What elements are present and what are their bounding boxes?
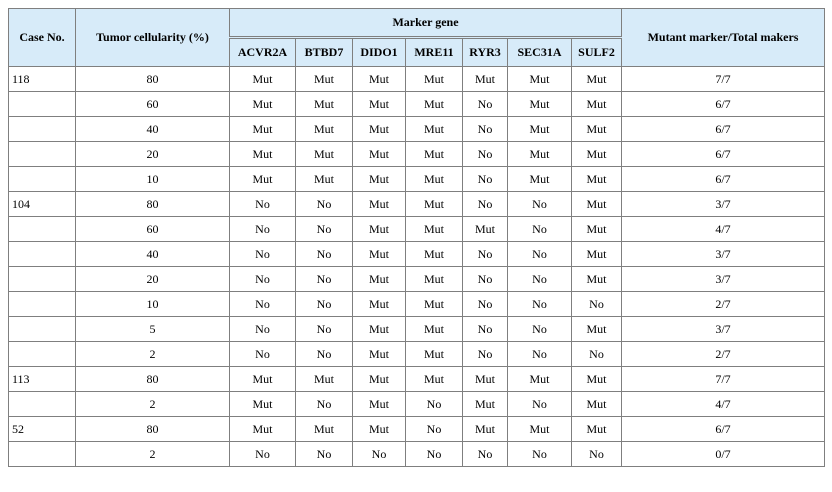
cell-marker-status: Mut	[463, 67, 508, 92]
cell-marker-status: No	[230, 442, 296, 467]
cell-case-no	[9, 292, 76, 317]
cell-tumor-cellularity: 40	[76, 242, 230, 267]
cell-tumor-cellularity: 80	[76, 192, 230, 217]
cell-marker-status: No	[508, 317, 572, 342]
cell-marker-status: Mut	[353, 267, 406, 292]
cell-marker-status: Mut	[230, 142, 296, 167]
cell-case-no	[9, 317, 76, 342]
cell-marker-status: Mut	[572, 417, 622, 442]
cell-marker-status: Mut	[572, 367, 622, 392]
cell-case-no: 118	[9, 67, 76, 92]
cell-marker-status: Mut	[508, 367, 572, 392]
cell-marker-status: Mut	[296, 417, 353, 442]
table-row	[9, 392, 825, 417]
cell-mutant-ratio: 3/7	[622, 317, 825, 342]
cell-marker-status: Mut	[463, 417, 508, 442]
cell-mutant-ratio: 7/7	[622, 67, 825, 92]
cell-marker-status: Mut	[406, 317, 463, 342]
cell-marker-status: Mut	[353, 92, 406, 117]
table-row	[9, 442, 825, 467]
cell-marker-status: Mut	[508, 67, 572, 92]
header-gene: BTBD7	[296, 38, 353, 67]
cell-marker-status: No	[296, 342, 353, 367]
cell-case-no	[9, 92, 76, 117]
cell-mutant-ratio: 6/7	[622, 142, 825, 167]
cell-mutant-ratio: 3/7	[622, 267, 825, 292]
table-row	[9, 92, 825, 117]
cell-marker-status: Mut	[406, 192, 463, 217]
cell-marker-status: No	[230, 267, 296, 292]
cell-marker-status: No	[296, 217, 353, 242]
cell-tumor-cellularity: 40	[76, 117, 230, 142]
cell-case-no: 113	[9, 367, 76, 392]
cell-marker-status: Mut	[406, 342, 463, 367]
cell-marker-status: No	[508, 392, 572, 417]
cell-marker-status: Mut	[463, 392, 508, 417]
cell-marker-status: Mut	[296, 142, 353, 167]
cell-marker-status: Mut	[572, 192, 622, 217]
cell-marker-status: Mut	[572, 117, 622, 142]
cell-marker-status: Mut	[353, 242, 406, 267]
cell-marker-status: No	[230, 317, 296, 342]
cell-marker-status: No	[463, 192, 508, 217]
cell-marker-status: Mut	[296, 67, 353, 92]
cell-marker-status: No	[463, 242, 508, 267]
cell-tumor-cellularity: 5	[76, 317, 230, 342]
cell-mutant-ratio: 7/7	[622, 367, 825, 392]
cell-marker-status: Mut	[230, 67, 296, 92]
cell-mutant-ratio: 4/7	[622, 392, 825, 417]
cell-marker-status: Mut	[406, 117, 463, 142]
cell-marker-status: No	[463, 442, 508, 467]
cell-tumor-cellularity: 20	[76, 267, 230, 292]
cell-marker-status: No	[296, 192, 353, 217]
cell-marker-status: Mut	[406, 367, 463, 392]
cell-marker-status: Mut	[353, 367, 406, 392]
cell-marker-status: No	[508, 267, 572, 292]
cell-mutant-ratio: 3/7	[622, 242, 825, 267]
cell-tumor-cellularity: 80	[76, 67, 230, 92]
table-row	[9, 217, 825, 242]
header-marker-gene: Marker gene	[230, 9, 622, 38]
cell-marker-status: Mut	[508, 167, 572, 192]
cell-marker-status: No	[572, 292, 622, 317]
header-case-no: Case No.	[9, 9, 76, 67]
cell-marker-status: No	[230, 217, 296, 242]
cell-marker-status: No	[508, 242, 572, 267]
cell-marker-status: Mut	[296, 167, 353, 192]
header-gene: RYR3	[463, 38, 508, 67]
cell-marker-status: No	[296, 392, 353, 417]
cell-marker-status: Mut	[353, 192, 406, 217]
cell-marker-status: No	[508, 217, 572, 242]
cell-marker-status: Mut	[353, 67, 406, 92]
marker-gene-table	[8, 8, 825, 467]
table-row	[9, 167, 825, 192]
cell-marker-status: Mut	[406, 242, 463, 267]
cell-marker-status: Mut	[406, 292, 463, 317]
cell-marker-status: Mut	[463, 217, 508, 242]
cell-marker-status: Mut	[230, 92, 296, 117]
cell-case-no	[9, 167, 76, 192]
cell-marker-status: No	[230, 292, 296, 317]
cell-tumor-cellularity: 10	[76, 167, 230, 192]
cell-mutant-ratio: 6/7	[622, 117, 825, 142]
cell-mutant-ratio: 0/7	[622, 442, 825, 467]
table-row	[9, 267, 825, 292]
cell-case-no	[9, 142, 76, 167]
table-row	[9, 292, 825, 317]
cell-marker-status: Mut	[572, 67, 622, 92]
cell-mutant-ratio: 6/7	[622, 417, 825, 442]
header-mutant-ratio: Mutant marker/Total makers	[622, 9, 825, 67]
cell-marker-status: Mut	[230, 167, 296, 192]
cell-marker-status: No	[463, 317, 508, 342]
cell-marker-status: Mut	[296, 117, 353, 142]
cell-marker-status: Mut	[296, 92, 353, 117]
cell-case-no: 104	[9, 192, 76, 217]
cell-case-no	[9, 217, 76, 242]
cell-marker-status: Mut	[572, 142, 622, 167]
table-header	[9, 9, 825, 67]
cell-marker-status: Mut	[230, 367, 296, 392]
cell-marker-status: No	[296, 242, 353, 267]
cell-marker-status: Mut	[406, 217, 463, 242]
cell-marker-status: Mut	[406, 67, 463, 92]
cell-tumor-cellularity: 60	[76, 92, 230, 117]
cell-marker-status: No	[353, 442, 406, 467]
cell-marker-status: No	[572, 342, 622, 367]
header-gene: DIDO1	[353, 38, 406, 67]
cell-mutant-ratio: 2/7	[622, 292, 825, 317]
cell-marker-status: No	[296, 317, 353, 342]
table-row	[9, 192, 825, 217]
cell-marker-status: Mut	[572, 267, 622, 292]
cell-marker-status: Mut	[572, 167, 622, 192]
cell-marker-status: No	[572, 442, 622, 467]
header-row-top	[9, 9, 825, 38]
cell-marker-status: Mut	[572, 242, 622, 267]
table-row	[9, 342, 825, 367]
cell-marker-status: Mut	[353, 167, 406, 192]
table-row	[9, 417, 825, 442]
cell-marker-status: No	[230, 192, 296, 217]
cell-marker-status: No	[230, 242, 296, 267]
cell-tumor-cellularity: 80	[76, 417, 230, 442]
cell-case-no: 52	[9, 417, 76, 442]
header-tumor-cellularity: Tumor cellularity (%)	[76, 9, 230, 67]
cell-tumor-cellularity: 20	[76, 142, 230, 167]
cell-tumor-cellularity: 2	[76, 442, 230, 467]
cell-marker-status: No	[296, 292, 353, 317]
header-gene: SULF2	[572, 38, 622, 67]
cell-mutant-ratio: 2/7	[622, 342, 825, 367]
table-container	[8, 8, 825, 467]
cell-marker-status: Mut	[296, 367, 353, 392]
cell-marker-status: No	[463, 142, 508, 167]
table-row	[9, 142, 825, 167]
cell-marker-status: Mut	[508, 117, 572, 142]
cell-marker-status: No	[508, 342, 572, 367]
cell-marker-status: No	[508, 442, 572, 467]
header-gene: ACVR2A	[230, 38, 296, 67]
cell-marker-status: Mut	[353, 142, 406, 167]
cell-marker-status: No	[406, 392, 463, 417]
cell-tumor-cellularity: 2	[76, 392, 230, 417]
cell-marker-status: Mut	[508, 142, 572, 167]
cell-marker-status: Mut	[353, 117, 406, 142]
header-gene: SEC31A	[508, 38, 572, 67]
cell-case-no	[9, 342, 76, 367]
table-body	[9, 67, 825, 467]
table-row	[9, 67, 825, 92]
cell-marker-status: Mut	[353, 217, 406, 242]
cell-case-no	[9, 117, 76, 142]
cell-marker-status: No	[508, 292, 572, 317]
cell-marker-status: No	[463, 292, 508, 317]
cell-marker-status: Mut	[353, 392, 406, 417]
cell-marker-status: Mut	[572, 317, 622, 342]
cell-tumor-cellularity: 2	[76, 342, 230, 367]
cell-marker-status: No	[296, 267, 353, 292]
cell-tumor-cellularity: 80	[76, 367, 230, 392]
cell-mutant-ratio: 4/7	[622, 217, 825, 242]
cell-case-no	[9, 242, 76, 267]
cell-marker-status: No	[508, 192, 572, 217]
cell-marker-status: Mut	[508, 92, 572, 117]
cell-marker-status: Mut	[572, 392, 622, 417]
cell-case-no	[9, 267, 76, 292]
cell-marker-status: Mut	[406, 142, 463, 167]
cell-marker-status: No	[463, 267, 508, 292]
cell-marker-status: Mut	[463, 367, 508, 392]
cell-marker-status: No	[463, 342, 508, 367]
cell-marker-status: Mut	[353, 417, 406, 442]
cell-marker-status: Mut	[353, 317, 406, 342]
cell-mutant-ratio: 3/7	[622, 192, 825, 217]
cell-marker-status: Mut	[406, 92, 463, 117]
cell-marker-status: Mut	[353, 292, 406, 317]
cell-marker-status: No	[406, 417, 463, 442]
cell-marker-status: Mut	[230, 392, 296, 417]
cell-tumor-cellularity: 60	[76, 217, 230, 242]
cell-marker-status: Mut	[230, 117, 296, 142]
header-gene: MRE11	[406, 38, 463, 67]
cell-marker-status: No	[463, 167, 508, 192]
cell-marker-status: Mut	[406, 267, 463, 292]
cell-marker-status: Mut	[508, 417, 572, 442]
table-row	[9, 317, 825, 342]
cell-marker-status: Mut	[572, 217, 622, 242]
cell-marker-status: Mut	[572, 92, 622, 117]
cell-marker-status: Mut	[406, 167, 463, 192]
cell-marker-status: No	[230, 342, 296, 367]
cell-case-no	[9, 442, 76, 467]
cell-tumor-cellularity: 10	[76, 292, 230, 317]
cell-marker-status: No	[463, 92, 508, 117]
table-row	[9, 117, 825, 142]
cell-marker-status: No	[296, 442, 353, 467]
cell-mutant-ratio: 6/7	[622, 167, 825, 192]
cell-case-no	[9, 392, 76, 417]
cell-mutant-ratio: 6/7	[622, 92, 825, 117]
cell-marker-status: Mut	[230, 417, 296, 442]
cell-marker-status: No	[406, 442, 463, 467]
table-row	[9, 242, 825, 267]
cell-marker-status: No	[463, 117, 508, 142]
cell-marker-status: Mut	[353, 342, 406, 367]
table-row	[9, 367, 825, 392]
